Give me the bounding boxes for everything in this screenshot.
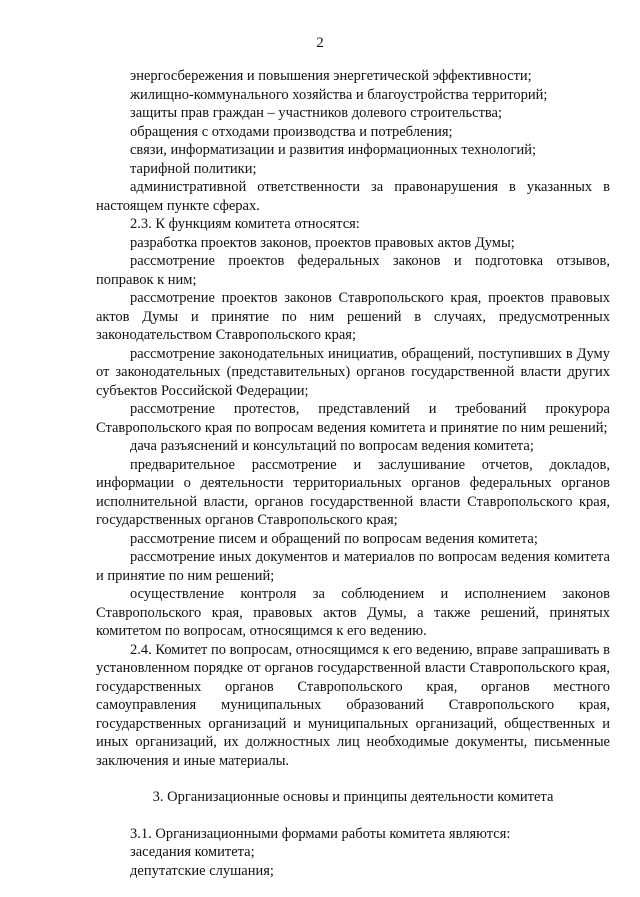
paragraph: жилищно-коммунального хозяйства и благоустройства территорий; <box>130 86 548 103</box>
paragraph: 2.3. К функциям комитета относятся: <box>130 216 360 232</box>
paragraph: 3.1. Организационными формами работы комитета являются: <box>130 825 511 842</box>
paragraph: осуществление контроля за соблюдением и исполнением законов Ставропольского края, правовых актов Думы, а также решений, принятых комитетом по вопросам, относящимся к его ведению. <box>96 586 610 639</box>
paragraph: рассмотрение проектов федеральных законов и подготовка отзывов, поправок к ним; <box>96 253 610 288</box>
page-number: 2 <box>316 35 324 51</box>
paragraph: связи, информатизации и развития информационных технологий; <box>130 142 537 158</box>
paragraph: заседания комитета; <box>130 844 255 860</box>
paragraph: административной ответственности за правонарушения в указанных в настоящем пункте сферах. <box>96 179 610 214</box>
paragraph: защиты прав граждан – участников долевого строительства; <box>130 105 503 121</box>
paragraph: 2.4. Комитет по вопросам, относящимся к его ведению, вправе запрашивать в установленном порядке от органов государственной власти Ставропольского края, государственных органов Ставропольского края, органов местного самоуправления муниципальных образований Ставропольского края, государственных организаций и муниципальных организаций, общественных и иных организаций, их должностных лиц необходимые документы, письменные заключения и иные материалы. <box>96 641 610 769</box>
section-heading: 3. Организационные основы и принципы деятельности комитета <box>152 789 554 805</box>
paragraph: разработка проектов законов, проектов правовых актов Думы; <box>130 234 515 251</box>
paragraph: рассмотрение законодательных инициатив, обращений, поступивших в Думу от законодательных (представительных) органов государственной власти других субъектов Российской Федерации; <box>96 345 610 399</box>
paragraph: рассмотрение писем и обращений по вопросам ведения комитета; <box>130 530 538 547</box>
paragraph: тарифной политики; <box>130 160 257 177</box>
paragraph: предварительное рассмотрение и заслушивание отчетов, докладов, информации о деятельности территориальных органов федеральных органов исполнительной власти, органов государственной власти Ставропольского края, государственных органов Ставропольского края; <box>96 456 610 528</box>
paragraph: обращения с отходами производства и потребления; <box>130 123 453 140</box>
paragraph: рассмотрение протестов, представлений и требований прокурора Ставропольского края по вопросам ведения комитета и принятие по ним решений; <box>96 401 610 436</box>
paragraph: рассмотрение проектов законов Ставропольского края, проектов правовых актов Думы и принятие по ним решений в случаях, предусмотренных законодательством Ставропольского края; <box>96 290 610 343</box>
paragraph: дача разъяснений и консультаций по вопросам ведения комитета; <box>130 438 534 454</box>
paragraph: депутатские слушания; <box>130 862 274 879</box>
paragraph: энергосбережения и повышения энергетической эффективности; <box>130 68 532 84</box>
document-body <box>96 67 610 880</box>
paragraph: рассмотрение иных документов и материалов по вопросам ведения комитета и принятие по ним решений; <box>96 549 610 584</box>
